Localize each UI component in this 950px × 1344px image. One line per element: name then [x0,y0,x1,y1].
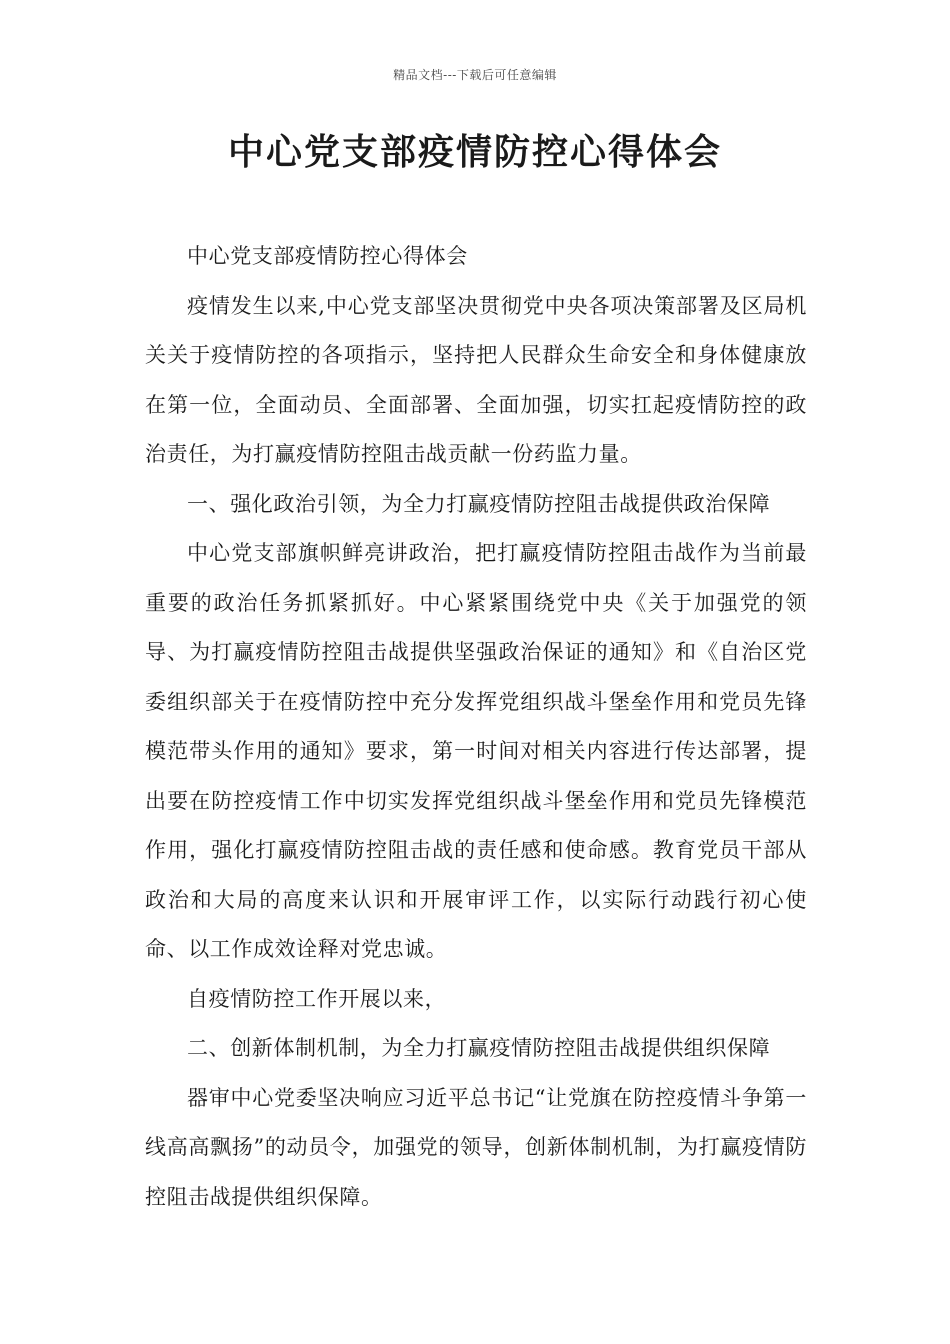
section-heading-2: 二、创新体制机制，为全力打赢疫情防控阻击战提供组织保障 [187,1036,771,1060]
document-title: 中心党支部疫情防控心得体会 [227,131,722,173]
paragraph-section-1: 中心党支部旗帜鲜亮讲政治，把打赢疫情防控阻击战作为当前最重要的政治任务抓紧抓好。中心紧紧围绕党中央《关于加强党的领导、为打赢疫情防控阻击战提供坚强政治保证的通知》和《自治区党委组织部关于在疫情防控中充分发挥党组织战斗堡垒作用和党员先锋模范带头作用的通知》要求，第一时间对相关内容进行传达部署，提出要在防控疫情工作中切实发挥党组织战斗堡垒作用和党员先锋模范作用，强化打赢疫情防控阻击战的责任感和使命感。教育党员干部从政治和大局的高度来认识和开展审评工作，以实际行动践行初心使命、以工作成效诠释对党忠诚。 [145,541,807,961]
header-note: 精品文档---下载后可任意编辑 [393,68,557,82]
section-heading-1: 一、强化政治引领，为全力打赢疫情防控阻击战提供政治保障 [187,491,771,516]
paragraph-section-2: 器审中心党委坚决响应习近平总书记“让党旗在防控疫情斗争第一线高高飘扬”的动员令，加强党的领导，创新体制机制，为打赢疫情防控阻击战提供组织保障。 [145,1085,807,1209]
paragraph-since-outbreak: 自疫情防控工作开展以来， [187,986,447,1011]
paragraph-subtitle: 中心党支部疫情防控心得体会 [187,244,468,268]
paragraph-intro: 疫情发生以来,中心党支部坚决贯彻党中央各项决策部署及区局机关关于疫情防控的各项指示，坚持把人民群众生命安全和身体健康放在第一位，全面动员、全面部署、全面加强，切实扛起疫情防控的政治责任，为打赢疫情防控阻击战贡献一份药监力量。 [145,293,807,466]
document-body [145,232,807,1222]
